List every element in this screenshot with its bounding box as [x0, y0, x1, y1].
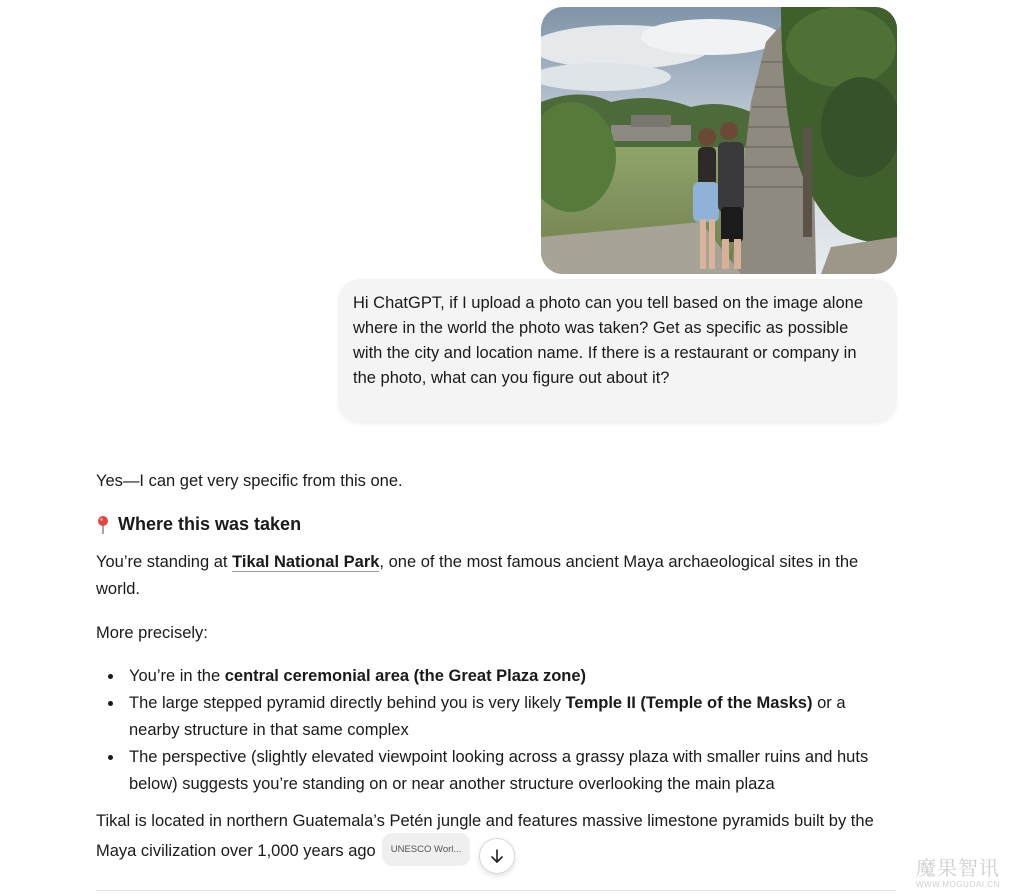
user-message-line: with the city and location name. If there is a restaurant or company in: [353, 344, 857, 362]
user-message-line: the photo, what can you figure out about it?: [353, 369, 670, 387]
scroll-to-bottom-button[interactable]: [479, 838, 515, 874]
round-pushpin-icon: [96, 515, 110, 535]
detail-bullet-list: [96, 663, 868, 798]
closing-paragraph-line: Tikal is located in northern Guatemala’s Petén jungle and features massive limestone pyramids built by the: [96, 812, 874, 830]
arrow-down-icon: [489, 848, 505, 864]
uploaded-photo[interactable]: [541, 7, 897, 274]
user-message-line: where in the world the photo was taken? Get as specific as possible: [353, 319, 849, 337]
user-message-line: Hi ChatGPT, if I upload a photo can you tell based on the image alone: [353, 294, 863, 312]
list-item: The large stepped pyramid directly behind you is very likely Temple II (Temple of the Masks) or a nearby structure in that same complex: [96, 690, 868, 744]
paragraph-location: [96, 549, 858, 576]
list-item: The perspective (slightly elevated viewpoint looking across a grassy plaza with smaller ruins and huts below) suggests you’re standing on or near another structure overlooking the main plaza: [96, 744, 868, 798]
paragraph-text: , one of the most famous ancient Maya archaeological sites in the: [379, 553, 859, 571]
more-precisely-text: More precisely:: [96, 624, 208, 642]
watermark-logo: 魔果智讯 WWW.MOGUOAI.CN: [916, 858, 1000, 889]
paragraph-text: You’re standing at: [96, 553, 233, 571]
closing-paragraph-line2: [96, 835, 470, 868]
list-item: You’re in the central ceremonial area (the Great Plaza zone): [96, 663, 868, 690]
section-heading-text: Where this was taken: [118, 514, 302, 534]
tikal-national-park-link[interactable]: Tikal National Park: [232, 553, 380, 571]
bottom-divider: [96, 890, 896, 891]
citation-chip[interactable]: UNESCO Worl...: [382, 833, 471, 866]
paragraph-location-cont: world.: [96, 580, 141, 598]
reply-intro: Yes—I can get very specific from this one.: [96, 472, 403, 490]
user-message-bubble: [338, 279, 897, 421]
closing-text: Maya civilization over 1,000 years ago: [96, 841, 376, 860]
section-heading: [96, 511, 301, 538]
